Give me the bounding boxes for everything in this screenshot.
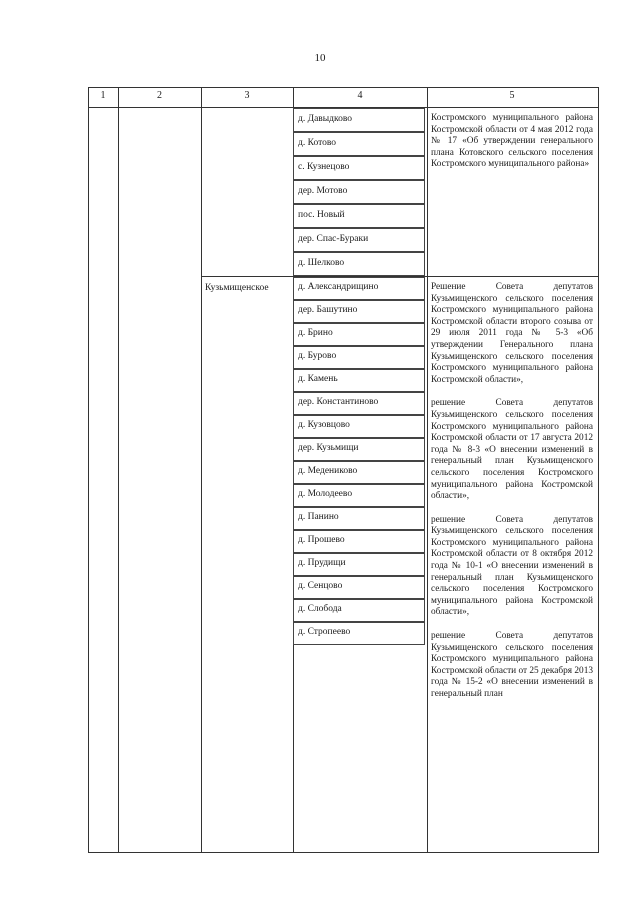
village-name: д. Брино: [298, 328, 333, 338]
column-divider: [201, 87, 202, 852]
settlement-name: Кузьмищенское: [205, 283, 269, 293]
legal-act-text: решение Совета депутатов Кузьмищенского сельского поселения Костромского муниципального района Костромской области от 17 августа 2012 года № 8-3 «О внесении изменений в генеральный план Кузьмищенского сельского поселения Костромского муниципального района Костромской области»,: [431, 398, 593, 502]
village-name: дер. Кузьмищи: [298, 443, 359, 453]
column-header-2: 2: [157, 90, 162, 101]
village-name: с. Кузнецово: [298, 162, 350, 172]
village-name: д. Медениково: [298, 466, 358, 476]
village-name: дер. Спас-Бураки: [298, 234, 369, 244]
village-name: д. Панино: [298, 512, 339, 522]
column-header-4: 4: [357, 90, 363, 101]
village-name: д. Прудищи: [298, 558, 346, 568]
column-header-3: 3: [244, 90, 250, 101]
column-divider: [118, 87, 119, 852]
village-name: д. Стропеево: [298, 627, 351, 637]
village-name: д. Прошево: [298, 535, 345, 545]
column-header-5: 5: [509, 90, 515, 101]
legal-act-text: решение Совета депутатов Кузьмищенского сельского поселения Костромского муниципального района Костромской области от 8 октября 2012 года № 10-1 «О внесении изменений в генеральный план Кузьмищенского сельского поселения Костромского муниципального района Костромской области»,: [431, 514, 593, 618]
village-name: д. Слобода: [298, 604, 342, 614]
village-name: дер. Константиново: [298, 397, 379, 407]
village-name: дер. Башутино: [298, 305, 358, 315]
village-name: д. Котово: [298, 138, 337, 148]
legal-acts-list: [431, 282, 593, 713]
village-name: д. Сенцово: [298, 581, 343, 591]
legal-act-text: Костромского муниципального района Костромской области от 4 мая 2012 года № 17 «Об утверждении генерального плана Котовского сельского поселения Костромского муниципального района»: [431, 113, 593, 170]
village-name: дер. Мотово: [298, 186, 348, 196]
village-name: д. Камень: [298, 374, 338, 384]
village-name: д. Молодеево: [298, 489, 353, 499]
legal-act-text: Решение Совета депутатов Кузьмищенского сельского поселения Костромского муниципального района Костромской области второго созыва от 29 июля 2011 года № 5-3 «Об утверждении Генерального плана Кузьмищенского сельского поселения Костромского муниципального района Костромской области»,: [431, 282, 593, 385]
village-name: д. Кузовцово: [298, 420, 350, 430]
village-name: д. Давыдково: [298, 114, 353, 124]
village-name: д. Шелково: [298, 258, 345, 268]
village-name: д. Александрищино: [298, 282, 379, 292]
column-header-1: 1: [100, 90, 106, 101]
column-divider: [427, 87, 428, 852]
page-number: 10: [314, 52, 326, 64]
village-name: д. Бурово: [298, 351, 337, 361]
legal-act-text: решение Совета депутатов Кузьмищенского сельского поселения Костромского муниципального района Костромской области от 25 декабря 2013 года № 15-2 «О внесении изменений в генеральный план: [431, 631, 593, 699]
village-name: пос. Новый: [298, 210, 345, 220]
